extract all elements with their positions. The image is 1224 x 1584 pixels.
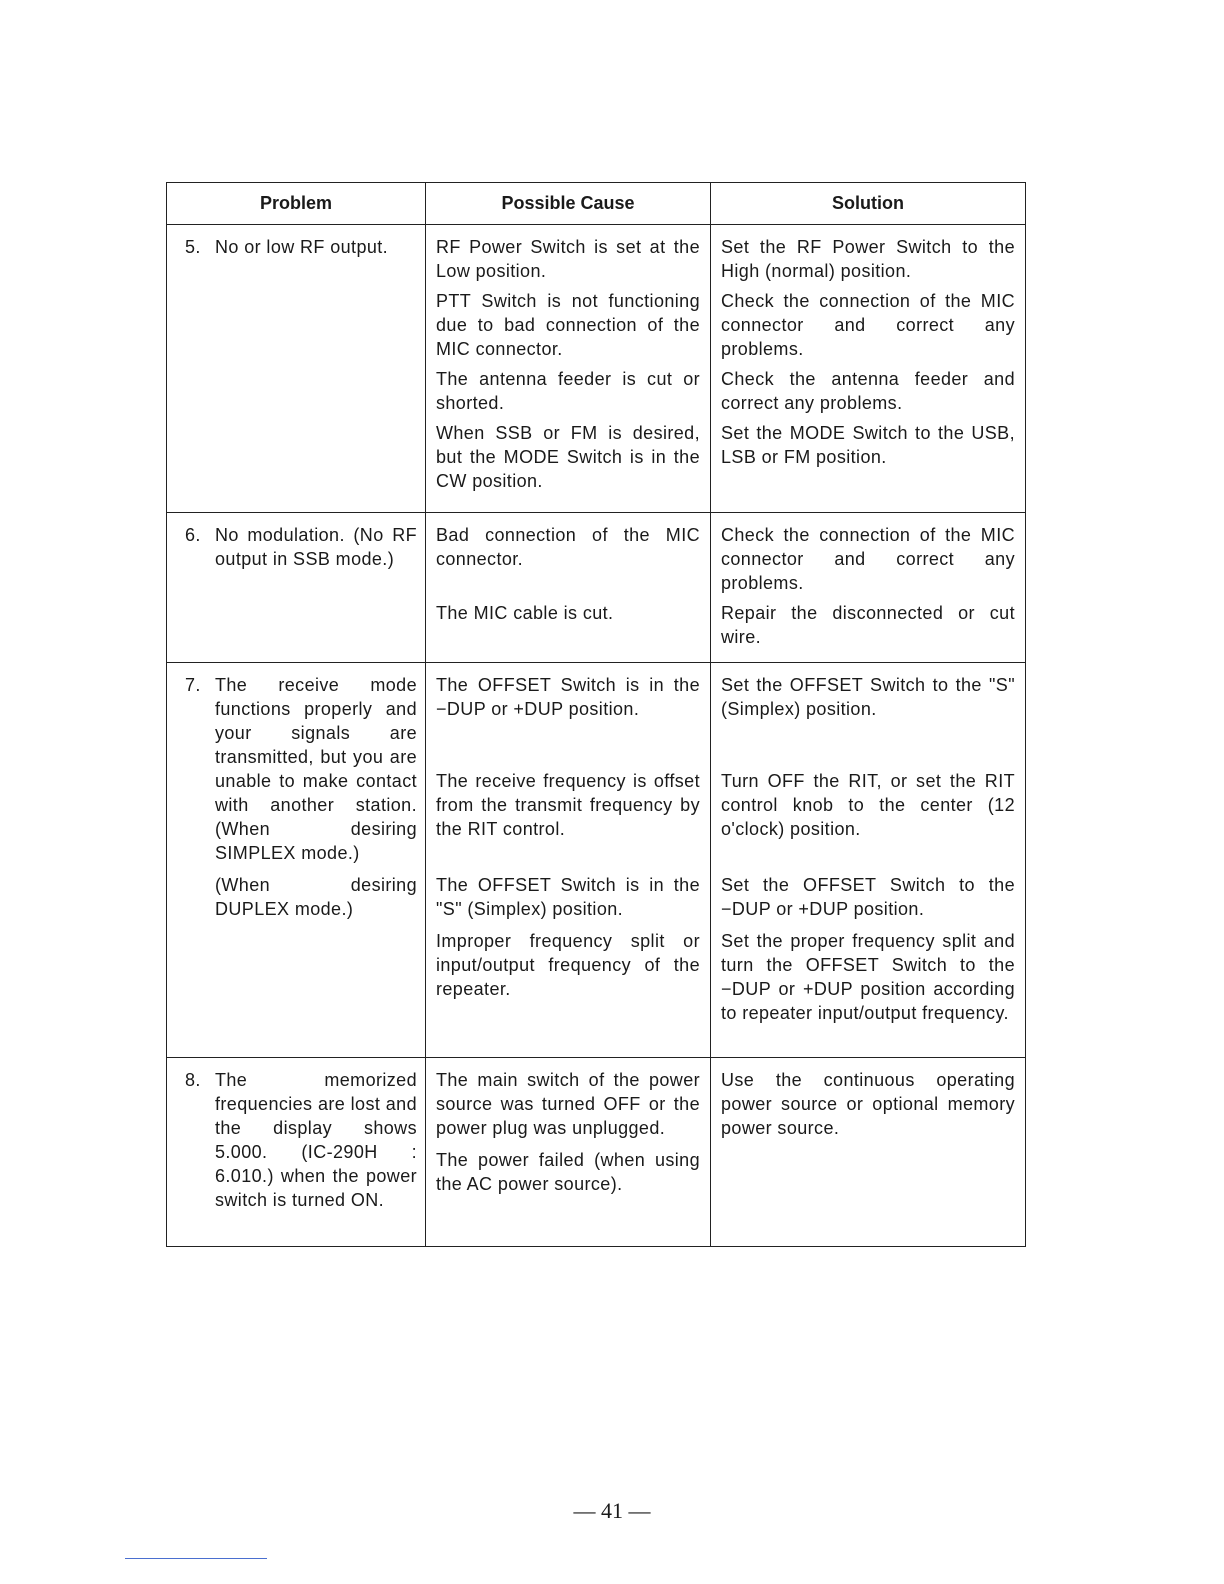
problem-number: 7.	[185, 675, 201, 695]
solution-text: Use the continuous operating power source or optional memory power source.	[721, 1070, 1015, 1138]
cause-text: The power failed (when using the AC power source).	[436, 1150, 700, 1194]
problem-subtext: (When desiring DUPLEX mode.)	[215, 875, 417, 919]
cause-text: Bad connection of the MIC connector.	[436, 525, 700, 569]
cause-cell	[426, 225, 711, 512]
footer-rule	[125, 1558, 267, 1559]
cause-text: RF Power Switch is set at the Low position.	[436, 237, 700, 281]
cause-text: Improper frequency split or input/output frequency of the repeater.	[436, 931, 700, 999]
solution-text: Check the antenna feeder and correct any problems.	[721, 369, 1015, 413]
cause-cell	[426, 513, 711, 662]
solution-text: Set the OFFSET Switch to the −DUP or +DUP position.	[721, 875, 1015, 919]
problem-number: 8.	[185, 1070, 201, 1090]
table-row	[167, 225, 1025, 513]
problem-cell	[167, 513, 426, 662]
problem-cell	[167, 225, 426, 512]
problem-cell	[167, 1058, 426, 1246]
solution-text: Check the connection of the MIC connector and correct any problems.	[721, 291, 1015, 359]
table-header	[167, 183, 1025, 225]
table-row	[167, 513, 1025, 663]
cause-text: The main switch of the power source was turned OFF or the power plug was unplugged.	[436, 1070, 700, 1138]
cause-text: The antenna feeder is cut or shorted.	[436, 369, 700, 413]
problem-number: 6.	[185, 525, 201, 545]
solution-text: Turn OFF the RIT, or set the RIT control knob to the center (12 o'clock) position.	[721, 771, 1015, 839]
solution-cell	[711, 225, 1025, 512]
problem-text: The receive mode functions properly and your signals are transmitted, but you are unable to make contact with another station. (When desiring SIMPLEX mode.)	[215, 675, 417, 863]
solution-text: Set the OFFSET Switch to the "S" (Simplex) position.	[721, 675, 1015, 719]
solution-text: Repair the disconnected or cut wire.	[721, 603, 1015, 647]
header-possible-cause: Possible Cause	[426, 183, 711, 224]
cause-text: The receive frequency is offset from the transmit frequency by the RIT control.	[436, 771, 700, 839]
solution-cell	[711, 663, 1025, 1057]
solution-text: Check the connection of the MIC connector and correct any problems.	[721, 525, 1015, 593]
troubleshooting-table	[166, 182, 1026, 1247]
cause-cell	[426, 663, 711, 1057]
cause-text: PTT Switch is not functioning due to bad connection of the MIC connector.	[436, 291, 700, 359]
problem-text: The memorized frequencies are lost and the display shows 5.000. (IC-290H : 6.010.) when the power switch is turned ON.	[215, 1070, 417, 1210]
cause-text: The OFFSET Switch is in the −DUP or +DUP position.	[436, 675, 700, 719]
solution-cell	[711, 513, 1025, 662]
problem-text: No modulation. (No RF output in SSB mode.)	[215, 525, 417, 569]
problem-number: 5.	[185, 237, 201, 257]
solution-text: Set the MODE Switch to the USB, LSB or FM position.	[721, 423, 1015, 467]
header-problem: Problem	[167, 183, 426, 224]
cause-text: When SSB or FM is desired, but the MODE Switch is in the CW position.	[436, 423, 700, 491]
solution-cell	[711, 1058, 1025, 1246]
cause-cell	[426, 1058, 711, 1246]
table-row	[167, 1058, 1025, 1246]
problem-cell	[167, 663, 426, 1057]
cause-text: The OFFSET Switch is in the "S" (Simplex) position.	[436, 875, 700, 919]
problem-text: No or low RF output.	[215, 237, 389, 257]
table-row	[167, 663, 1025, 1058]
solution-text: Set the RF Power Switch to the High (normal) position.	[721, 237, 1015, 281]
page-number: — 41 —	[573, 1498, 651, 1523]
header-solution: Solution	[832, 193, 904, 213]
solution-text: Set the proper frequency split and turn the OFFSET Switch to the −DUP or +DUP position according to repeater input/output frequency.	[721, 931, 1015, 1023]
cause-text: The MIC cable is cut.	[436, 603, 614, 623]
